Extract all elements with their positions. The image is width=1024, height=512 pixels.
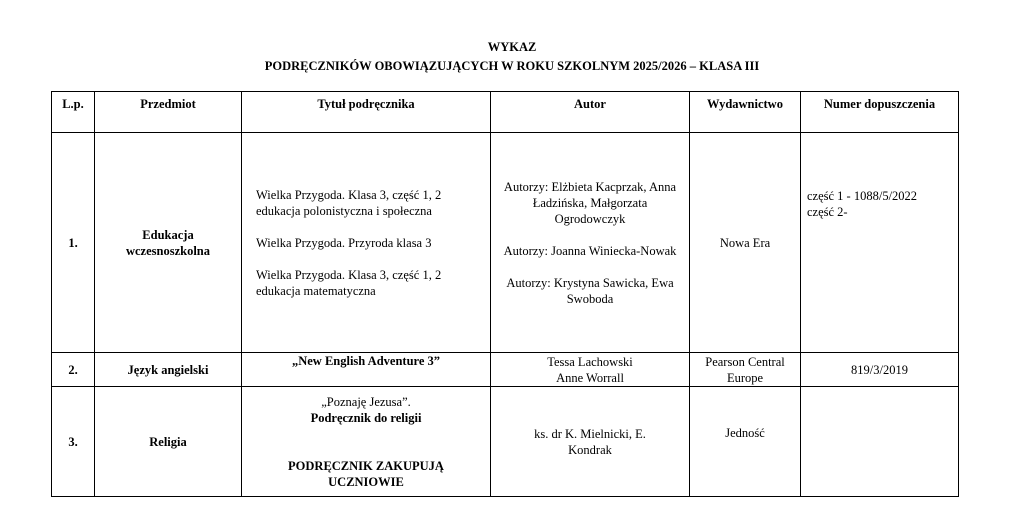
author-item: Autorzy: Joanna Winiecka-Nowak: [503, 243, 677, 258]
row-publisher: Pearson Central Europe: [690, 353, 801, 387]
row-approval: [801, 133, 959, 353]
author-item: Tessa Lachowski: [547, 354, 633, 369]
textbook-table: [51, 91, 959, 497]
row-title: [242, 387, 491, 497]
title-item: Wielka Przygoda. Klasa 3, część 1, 2 edukacja matematyczna: [256, 267, 442, 298]
author-item: Anne Worrall: [556, 370, 624, 385]
header-lp: L.p.: [52, 92, 95, 133]
approval-line: część 2-: [807, 204, 848, 219]
row-lp: 2.: [52, 353, 95, 387]
header-publisher: Wydawnictwo: [690, 92, 801, 133]
row-title: „New English Adventure 3”: [242, 353, 491, 387]
author-item: Autorzy: Krystyna Sawicka, Ewa Swoboda: [506, 275, 674, 306]
title-line: „Poznaję Jezusa”.: [321, 394, 411, 409]
header-approval: Numer dopuszczenia: [801, 92, 959, 133]
approval-line: część 1 - 1088/5/2022: [807, 188, 918, 203]
header-title: Tytuł podręcznika: [242, 92, 491, 133]
header-author: Autor: [491, 92, 690, 133]
author-item: Autorzy: Elżbieta Kacprzak, Anna Ładzińska, Małgorzata Ogrodowczyk: [503, 179, 677, 226]
table-row: [52, 353, 959, 387]
row-authors: [491, 353, 690, 387]
row-publisher: Nowa Era: [690, 133, 801, 353]
row-lp: 3.: [52, 387, 95, 497]
title-item: Wielka Przygoda. Przyroda klasa 3: [256, 235, 432, 250]
header-subject: Przedmiot: [95, 92, 242, 133]
document-subtitle: PODRĘCZNIKÓW OBOWIĄZUJĄCYCH W ROKU SZKOLNYM 2025/2026 – KLASA III: [264, 59, 760, 73]
row-subject: Religia: [95, 387, 242, 497]
row-subject: Edukacja wczesnoszkolna: [95, 133, 242, 353]
row-approval: 819/3/2019: [801, 353, 959, 387]
row-author: ks. dr K. Mielnicki, E. Kondrak: [491, 387, 690, 497]
document-title: WYKAZ: [487, 40, 537, 54]
table-row: [52, 387, 959, 497]
table-header-row: [52, 92, 959, 133]
row-titles: [242, 133, 491, 353]
row-publisher: Jedność: [690, 387, 801, 497]
table-row: [52, 133, 959, 353]
row-subject: Język angielski: [95, 353, 242, 387]
row-authors: [491, 133, 690, 353]
title-line: Podręcznik do religii: [310, 410, 422, 425]
row-approval: [801, 387, 959, 497]
row-lp: 1.: [52, 133, 95, 353]
title-item: Wielka Przygoda. Klasa 3, część 1, 2 edukacja polonistyczna i społeczna: [256, 187, 442, 218]
title-note: PODRĘCZNIK ZAKUPUJĄ UCZNIOWIE: [288, 458, 444, 489]
